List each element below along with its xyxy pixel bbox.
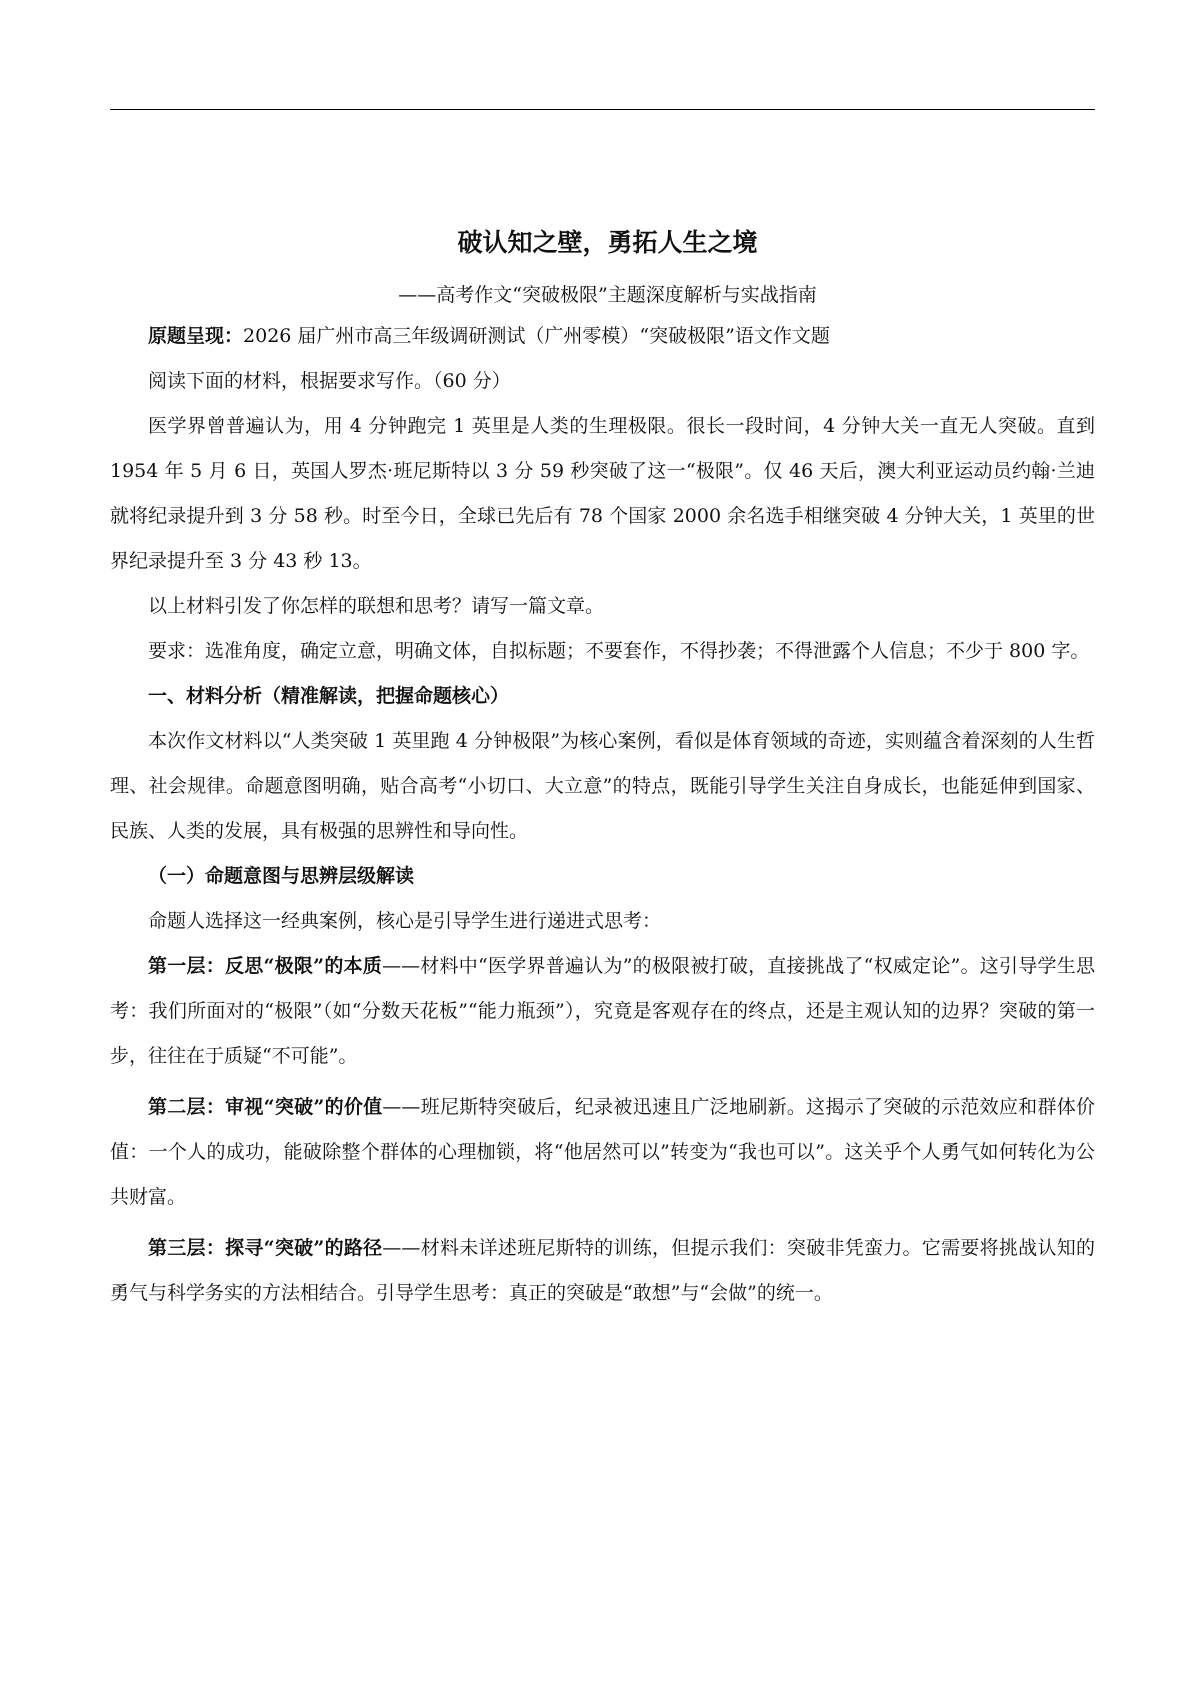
layer-label-2: 第二层：审视“突破”的价值 [148,1096,383,1118]
instruction-paragraph: 阅读下面的材料，根据要求写作。（60 分） [148,370,511,392]
requirements-paragraph: 要求：选准角度，确定立意，明确文体，自拟标题；不要套作，不得抄袭；不得泄露个人信息；不少于 800 字。 [148,640,1090,662]
layer-paragraph-2 [110,1085,1095,1220]
subsection1-heading: （一）命题意图与思辨层级解读 [148,865,415,887]
document-body [110,225,1095,1316]
layer-label-1: 第一层：反思“极限”的本质 [148,955,383,977]
source-line [110,314,1095,359]
layer-label-3: 第三层：探寻“突破”的路径 [148,1237,383,1259]
section1-paragraph: 本次作文材料以“人类突破 1 英里跑 4 分钟极限”为核心案例，看似是体育领域的奇迹，实则蕴含着深刻的人生哲理、社会规律。命题意图明确，贴合高考“小切口、大立意”的特点，既能引导学生关注自身成长，也能延伸到国家、民族、人类的发展，具有极强的思辨性和导向性。 [110,730,1095,842]
header-rule [110,109,1095,110]
subsection1-intro: 命题人选择这一经典案例，核心是引导学生进行递进式思考： [148,910,662,932]
document-title: 破认知之壁，勇拓人生之境 [457,228,758,257]
section1-heading: 一、材料分析（精准解读，把握命题核心） [148,685,510,707]
material-paragraph: 医学界曾普遍认为，用 4 分钟跑完 1 英里是人类的生理极限。很长一段时间，4 分钟大关一直无人突破。直到 1954 年 5 月 6 日，英国人罗杰·班尼斯特以 3 分 59 秒突破了这一“极限”。仅 46 天后，澳大利亚运动员约翰·兰迪就将纪录提升到 3 分 58 秒。时至今日，全球已先后有 78 个国家 2000 余名选手相继突破 4 分钟大关，1 英里的世界纪录提升至 3 分 43 秒 13。 [110,415,1095,572]
layer-paragraph-3 [110,1226,1095,1316]
prompt-paragraph: 以上材料引发了你怎样的联想和思考？请写一篇文章。 [148,595,605,617]
source-text: 2026 届广州市高三年级调研测试（广州零模）“突破极限”语文作文题 [243,325,830,347]
layer-paragraph-1 [110,944,1095,1079]
layer-text-1: ——材料中“医学界普遍认为”的极限被打破，直接挑战了“权威定论”。这引导学生思考：我们所面对的“极限”（如“分数天花板”“能力瓶颈”），究竟是客观存在的终点，还是主观认知的边界？突破的第一步，往往在于质疑“不可能”。 [110,955,1096,1067]
layer-text-3: ——材料未详述班尼斯特的训练，但提示我们：突破非凭蛮力。它需要将挑战认知的勇气与科学务实的方法相结合。引导学生思考：真正的突破是“敢想”与“会做”的统一。 [110,1237,1095,1304]
layer-text-2: ——班尼斯特突破后，纪录被迅速且广泛地刷新。这揭示了突破的示范效应和群体价值：一个人的成功，能破除整个群体的心理枷锁，将“他居然可以”转变为“我也可以”。这关乎个人勇气如何转化为公共财富。 [110,1096,1095,1208]
document-subtitle: ——高考作文“突破极限”主题深度解析与实战指南 [398,284,817,306]
source-label: 原题呈现： [148,325,244,347]
